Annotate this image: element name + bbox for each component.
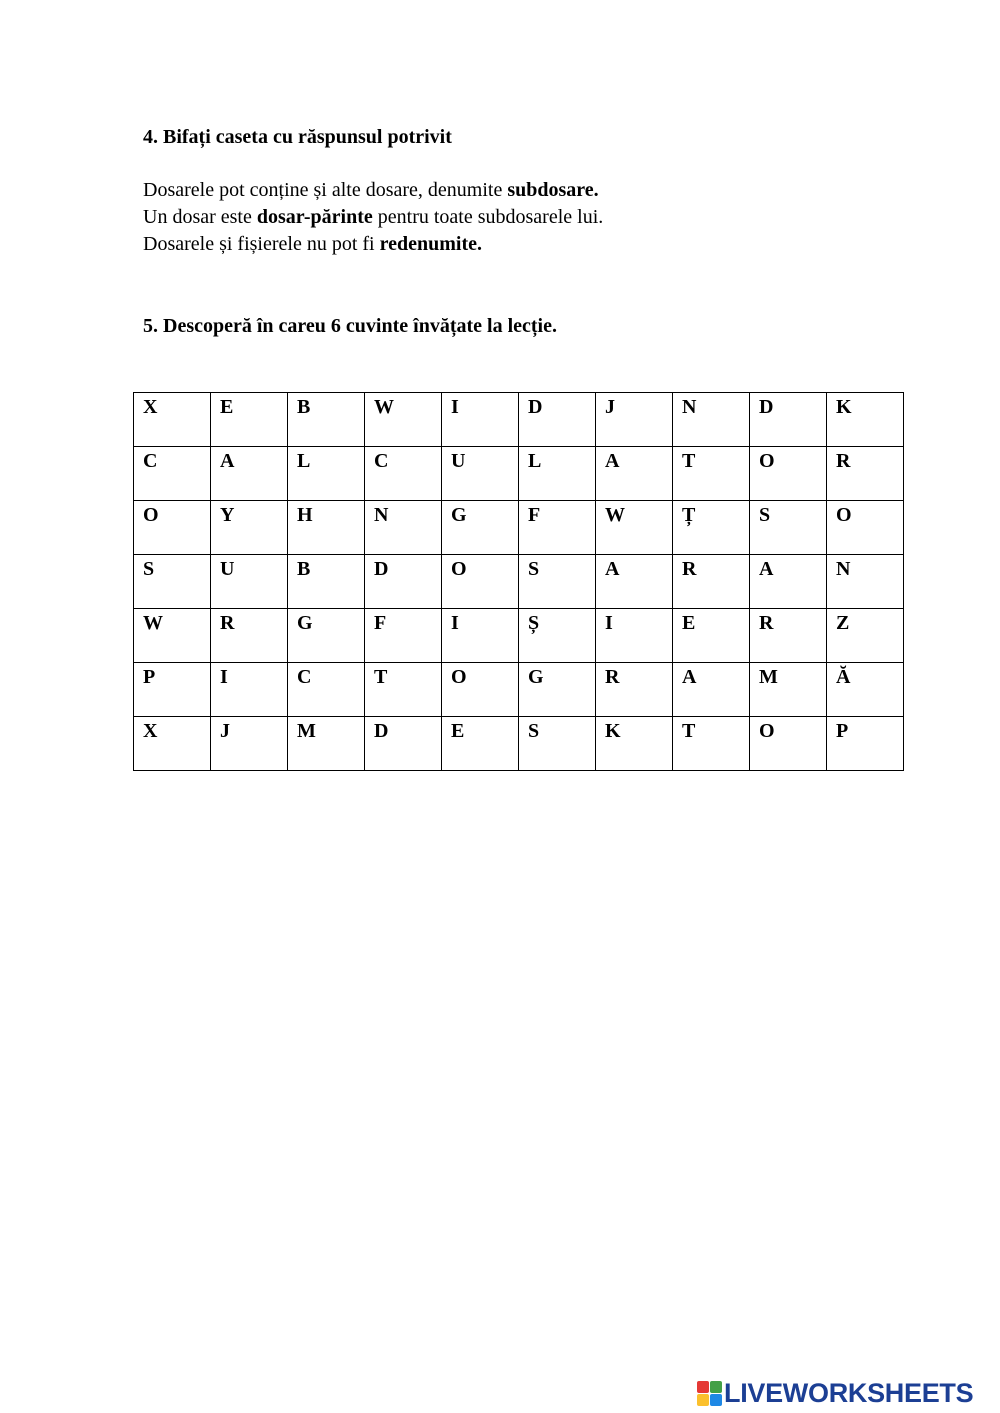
grid-row [134, 393, 904, 447]
statement-3 [143, 231, 603, 258]
grid-cell[interactable]: A [596, 555, 673, 609]
grid-cell[interactable]: K [596, 717, 673, 771]
grid-cell[interactable]: I [596, 609, 673, 663]
grid-cell[interactable]: O [442, 663, 519, 717]
grid-cell[interactable]: F [519, 501, 596, 555]
grid-cell[interactable]: F [365, 609, 442, 663]
grid-cell[interactable]: R [750, 609, 827, 663]
grid-row [134, 717, 904, 771]
section-4-heading: 4. Bifați caseta cu răspunsul potrivit [143, 126, 452, 148]
logo-mark-icon [697, 1381, 722, 1406]
grid-row [134, 555, 904, 609]
grid-cell[interactable]: M [750, 663, 827, 717]
grid-cell[interactable]: C [134, 447, 211, 501]
grid-cell[interactable]: A [750, 555, 827, 609]
statement-text: Un dosar este [143, 206, 257, 228]
grid-cell[interactable]: U [442, 447, 519, 501]
grid-cell[interactable]: A [673, 663, 750, 717]
grid-cell[interactable]: G [288, 609, 365, 663]
section-5-heading: 5. Descoperă în careu 6 cuvinte învățate la lecție. [143, 315, 557, 337]
grid-row [134, 663, 904, 717]
grid-cell[interactable]: O [827, 501, 904, 555]
statement-keyword: subdosare. [507, 179, 599, 201]
grid-cell[interactable]: I [442, 609, 519, 663]
grid-cell[interactable]: S [519, 717, 596, 771]
grid-cell[interactable]: C [288, 663, 365, 717]
grid-cell[interactable]: N [365, 501, 442, 555]
grid-cell[interactable]: S [519, 555, 596, 609]
logo-text: LIVEWORKSHEETS [724, 1377, 974, 1408]
grid-cell[interactable]: I [442, 393, 519, 447]
logo-mark-tile [710, 1394, 722, 1406]
grid-cell[interactable]: T [673, 717, 750, 771]
grid-cell[interactable]: O [442, 555, 519, 609]
grid-cell[interactable]: I [211, 663, 288, 717]
grid-cell[interactable]: B [288, 555, 365, 609]
grid-cell[interactable]: W [365, 393, 442, 447]
grid-cell[interactable]: H [288, 501, 365, 555]
grid-cell[interactable]: A [596, 447, 673, 501]
grid-cell[interactable]: Ă [827, 663, 904, 717]
statement-2 [143, 204, 603, 231]
grid-cell[interactable]: C [365, 447, 442, 501]
statement-text: Dosarele și fișierele nu pot fi [143, 233, 380, 255]
grid-cell[interactable]: K [827, 393, 904, 447]
grid-cell[interactable]: Ț [673, 501, 750, 555]
grid-cell[interactable]: P [827, 717, 904, 771]
grid-cell[interactable]: L [519, 447, 596, 501]
logo-mark-tile [697, 1394, 709, 1406]
grid-cell[interactable]: D [365, 555, 442, 609]
grid-cell[interactable]: N [673, 393, 750, 447]
logo-mark-tile [697, 1381, 709, 1393]
grid-cell[interactable]: G [519, 663, 596, 717]
grid-cell[interactable]: X [134, 393, 211, 447]
grid-cell[interactable]: S [134, 555, 211, 609]
grid-cell[interactable]: O [134, 501, 211, 555]
grid-cell[interactable]: D [365, 717, 442, 771]
grid-cell[interactable]: O [750, 717, 827, 771]
grid-cell[interactable]: J [211, 717, 288, 771]
grid-cell[interactable]: M [288, 717, 365, 771]
grid-cell[interactable]: Ș [519, 609, 596, 663]
grid-cell[interactable]: E [442, 717, 519, 771]
statements-list [143, 177, 603, 258]
grid-cell[interactable]: N [827, 555, 904, 609]
grid-cell[interactable]: L [288, 447, 365, 501]
grid-cell[interactable]: S [750, 501, 827, 555]
grid-row [134, 609, 904, 663]
grid-cell[interactable]: A [211, 447, 288, 501]
grid-cell[interactable]: T [365, 663, 442, 717]
grid-cell[interactable]: J [596, 393, 673, 447]
grid-cell[interactable]: R [827, 447, 904, 501]
grid-cell[interactable]: E [211, 393, 288, 447]
grid-cell[interactable]: Y [211, 501, 288, 555]
grid-row [134, 501, 904, 555]
statement-keyword: redenumite. [379, 233, 482, 255]
grid-cell[interactable]: O [750, 447, 827, 501]
grid-cell[interactable]: W [134, 609, 211, 663]
grid-cell[interactable]: W [596, 501, 673, 555]
word-search-grid [133, 392, 904, 771]
grid-cell[interactable]: R [673, 555, 750, 609]
grid-cell[interactable]: D [519, 393, 596, 447]
statement-text: pentru toate subdosarele lui. [372, 206, 604, 228]
grid-cell[interactable]: B [288, 393, 365, 447]
logo-mark-tile [710, 1381, 722, 1393]
grid-cell[interactable]: D [750, 393, 827, 447]
grid-row [134, 447, 904, 501]
liveworksheets-logo [697, 1378, 973, 1408]
grid-cell[interactable]: R [211, 609, 288, 663]
grid-cell[interactable]: E [673, 609, 750, 663]
statement-1 [143, 177, 603, 204]
grid-cell[interactable]: T [673, 447, 750, 501]
grid-cell[interactable]: R [596, 663, 673, 717]
statement-text: Dosarele pot conține și alte dosare, denumite [143, 179, 508, 201]
grid-cell[interactable]: P [134, 663, 211, 717]
grid-cell[interactable]: U [211, 555, 288, 609]
statement-keyword: dosar-părinte [256, 206, 373, 228]
grid-cell[interactable]: Z [827, 609, 904, 663]
grid-cell[interactable]: G [442, 501, 519, 555]
grid-cell[interactable]: X [134, 717, 211, 771]
